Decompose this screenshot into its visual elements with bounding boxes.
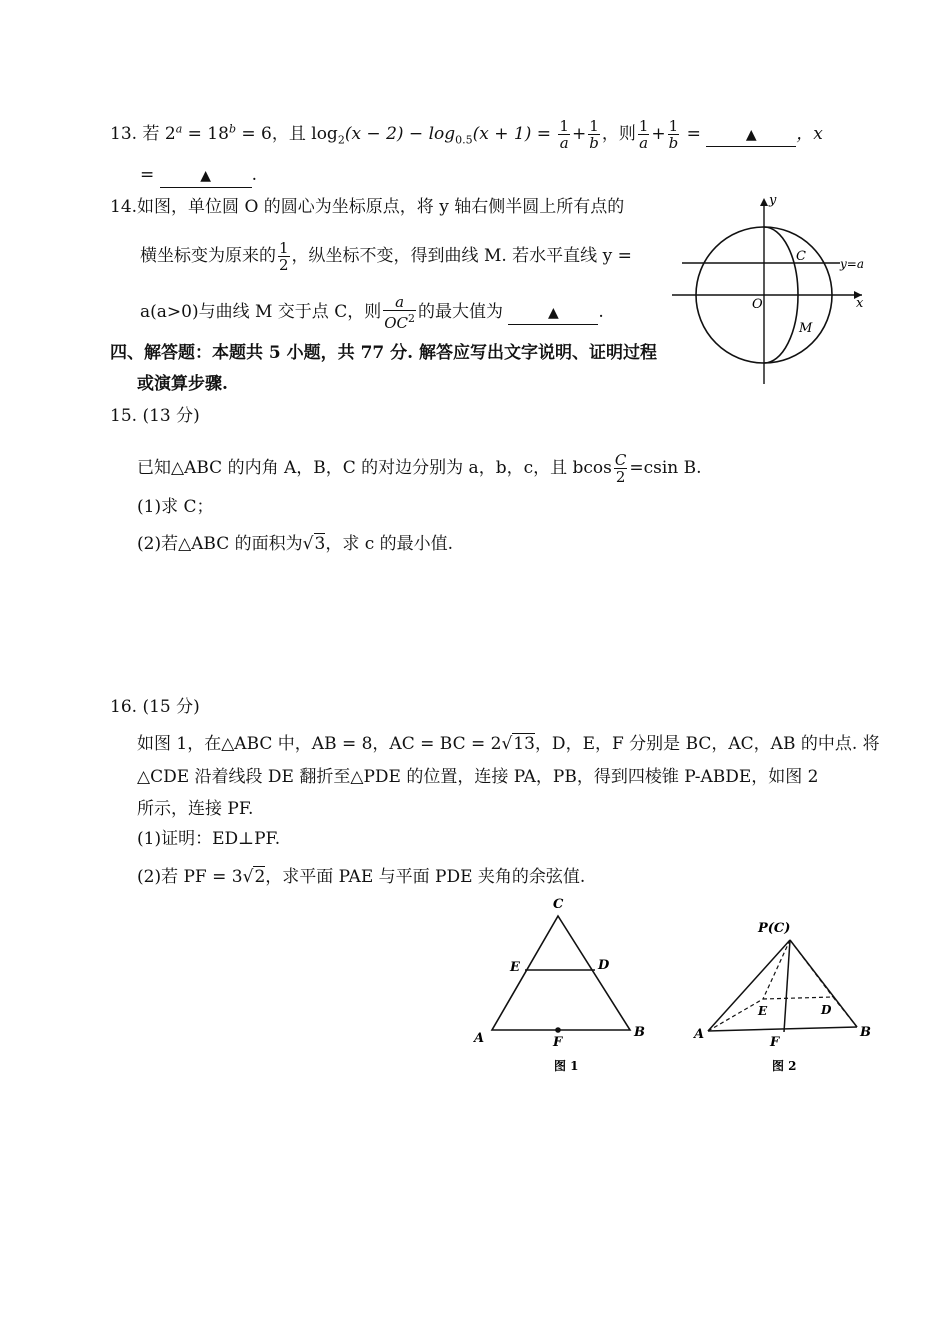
label-d: D bbox=[598, 958, 610, 973]
label-m: M bbox=[799, 321, 813, 336]
fraction-a-over-oc2: $\frac{a}{OC^2}$ bbox=[384, 293, 416, 332]
label-e: E bbox=[758, 1004, 768, 1018]
triangle-marker-icon: ▲ bbox=[548, 305, 559, 321]
fraction-1-over-a: $\frac{1}{a}$ bbox=[559, 117, 569, 152]
label-b: B bbox=[860, 1025, 871, 1040]
q15-part2: (2)若△ABC 的面积为√3，求 c 的最小值. bbox=[137, 534, 454, 554]
fraction-c-over-2: $\frac{C}{2}$ bbox=[614, 451, 627, 486]
section4-line2: 或演算步骤. bbox=[137, 374, 228, 394]
label-a: A bbox=[694, 1027, 705, 1042]
label-x: x bbox=[856, 296, 864, 311]
q16-stem1: 如图 1，在△ABC 中，AB = 8，AC = BC = 2√13，D，E，F 分别是 BC，AC，AB 的中点. 将 bbox=[137, 734, 880, 754]
answer-blank-1 bbox=[706, 123, 796, 147]
triangle-marker-icon: ▲ bbox=[745, 127, 757, 143]
label-o: O bbox=[752, 297, 763, 312]
fraction-1-over-b: $\frac{1}{b}$ bbox=[589, 117, 599, 152]
label-d: D bbox=[821, 1003, 832, 1017]
q14-line1: 14.如图，单位圆 O 的圆心为坐标原点，将 y 轴右侧半圆上所有点的 bbox=[110, 197, 625, 217]
label-b: B bbox=[634, 1025, 645, 1040]
q15-stem: 已知△ABC 的内角 A，B，C 的对边分别为 a，b，c，且 bcos $\frac{C}{2}$ =csin B. bbox=[137, 451, 702, 486]
q16-figure2 bbox=[690, 918, 880, 1078]
fraction-1-over-a-2: $\frac{1}{a}$ bbox=[638, 117, 649, 152]
fraction-1-over-b-2: $\frac{1}{b}$ bbox=[668, 117, 679, 152]
label-c: C bbox=[796, 249, 806, 264]
q14-line3: a(a>0)与曲线 M 交于点 C，则 $\frac{a}{OC^2}$ 的最大值为 ▲ . bbox=[140, 293, 604, 332]
label-y: y bbox=[769, 193, 777, 208]
q16-part2: (2)若 PF = 3√2，求平面 PAE 与平面 PDE 夹角的余弦值. bbox=[137, 867, 586, 887]
section4-line1: 四、解答题：本题共 5 小题，共 77 分. 解答应写出文字说明、证明过程 bbox=[110, 343, 657, 363]
answer-blank-2 bbox=[160, 164, 252, 188]
q16-stem3: 所示，连接 PF. bbox=[137, 799, 254, 819]
label-a: A bbox=[474, 1031, 485, 1046]
point-f bbox=[555, 1027, 561, 1033]
label-e: E bbox=[510, 960, 520, 975]
q16-header: 16. (15 分) bbox=[110, 697, 200, 717]
answer-blank-3 bbox=[508, 301, 598, 325]
q13-line2: = ▲ . bbox=[140, 164, 257, 188]
q13-line1: 13. 若 $2^a = 18^b = 6$，且 $\log_2(x - 2) - \log_{0.5}(x + 1)$ = $\frac{1}{a}$ + $\frac{1}{b}$ ，则 $\frac{1}{a}$ + $\frac{1}{b}$ = ▲ ，x bbox=[110, 117, 823, 152]
label-f: F bbox=[770, 1035, 780, 1050]
q16-figure1 bbox=[470, 892, 655, 1077]
triangle-marker-icon: ▲ bbox=[200, 168, 212, 184]
q16-stem2: △CDE 沿着线段 DE 翻折至△PDE 的位置，连接 PA，PB，得到四棱锥 P-ABDE，如图 2 bbox=[137, 767, 819, 787]
caption-fig1: 图 1 bbox=[554, 1059, 579, 1073]
label-y-equals-a: y=a bbox=[840, 257, 864, 271]
y-axis-arrow-icon bbox=[760, 198, 768, 206]
q14-unit-circle-figure bbox=[672, 192, 872, 387]
label-f: F bbox=[553, 1035, 563, 1050]
caption-fig2: 图 2 bbox=[772, 1059, 797, 1073]
label-c: C bbox=[553, 897, 564, 912]
fraction-half: $\frac{1}{2}$ bbox=[279, 239, 289, 274]
q14-line2: 横坐标变为原来的 $\frac{1}{2}$ ，纵坐标不变，得到曲线 M. 若水平直线 y = bbox=[140, 239, 632, 274]
label-p: P(C) bbox=[758, 921, 791, 936]
q15-part1: (1)求 C； bbox=[137, 497, 214, 517]
q15-header: 15. (13 分) bbox=[110, 406, 200, 426]
q16-part1: (1)证明：ED⊥PF. bbox=[137, 829, 281, 849]
